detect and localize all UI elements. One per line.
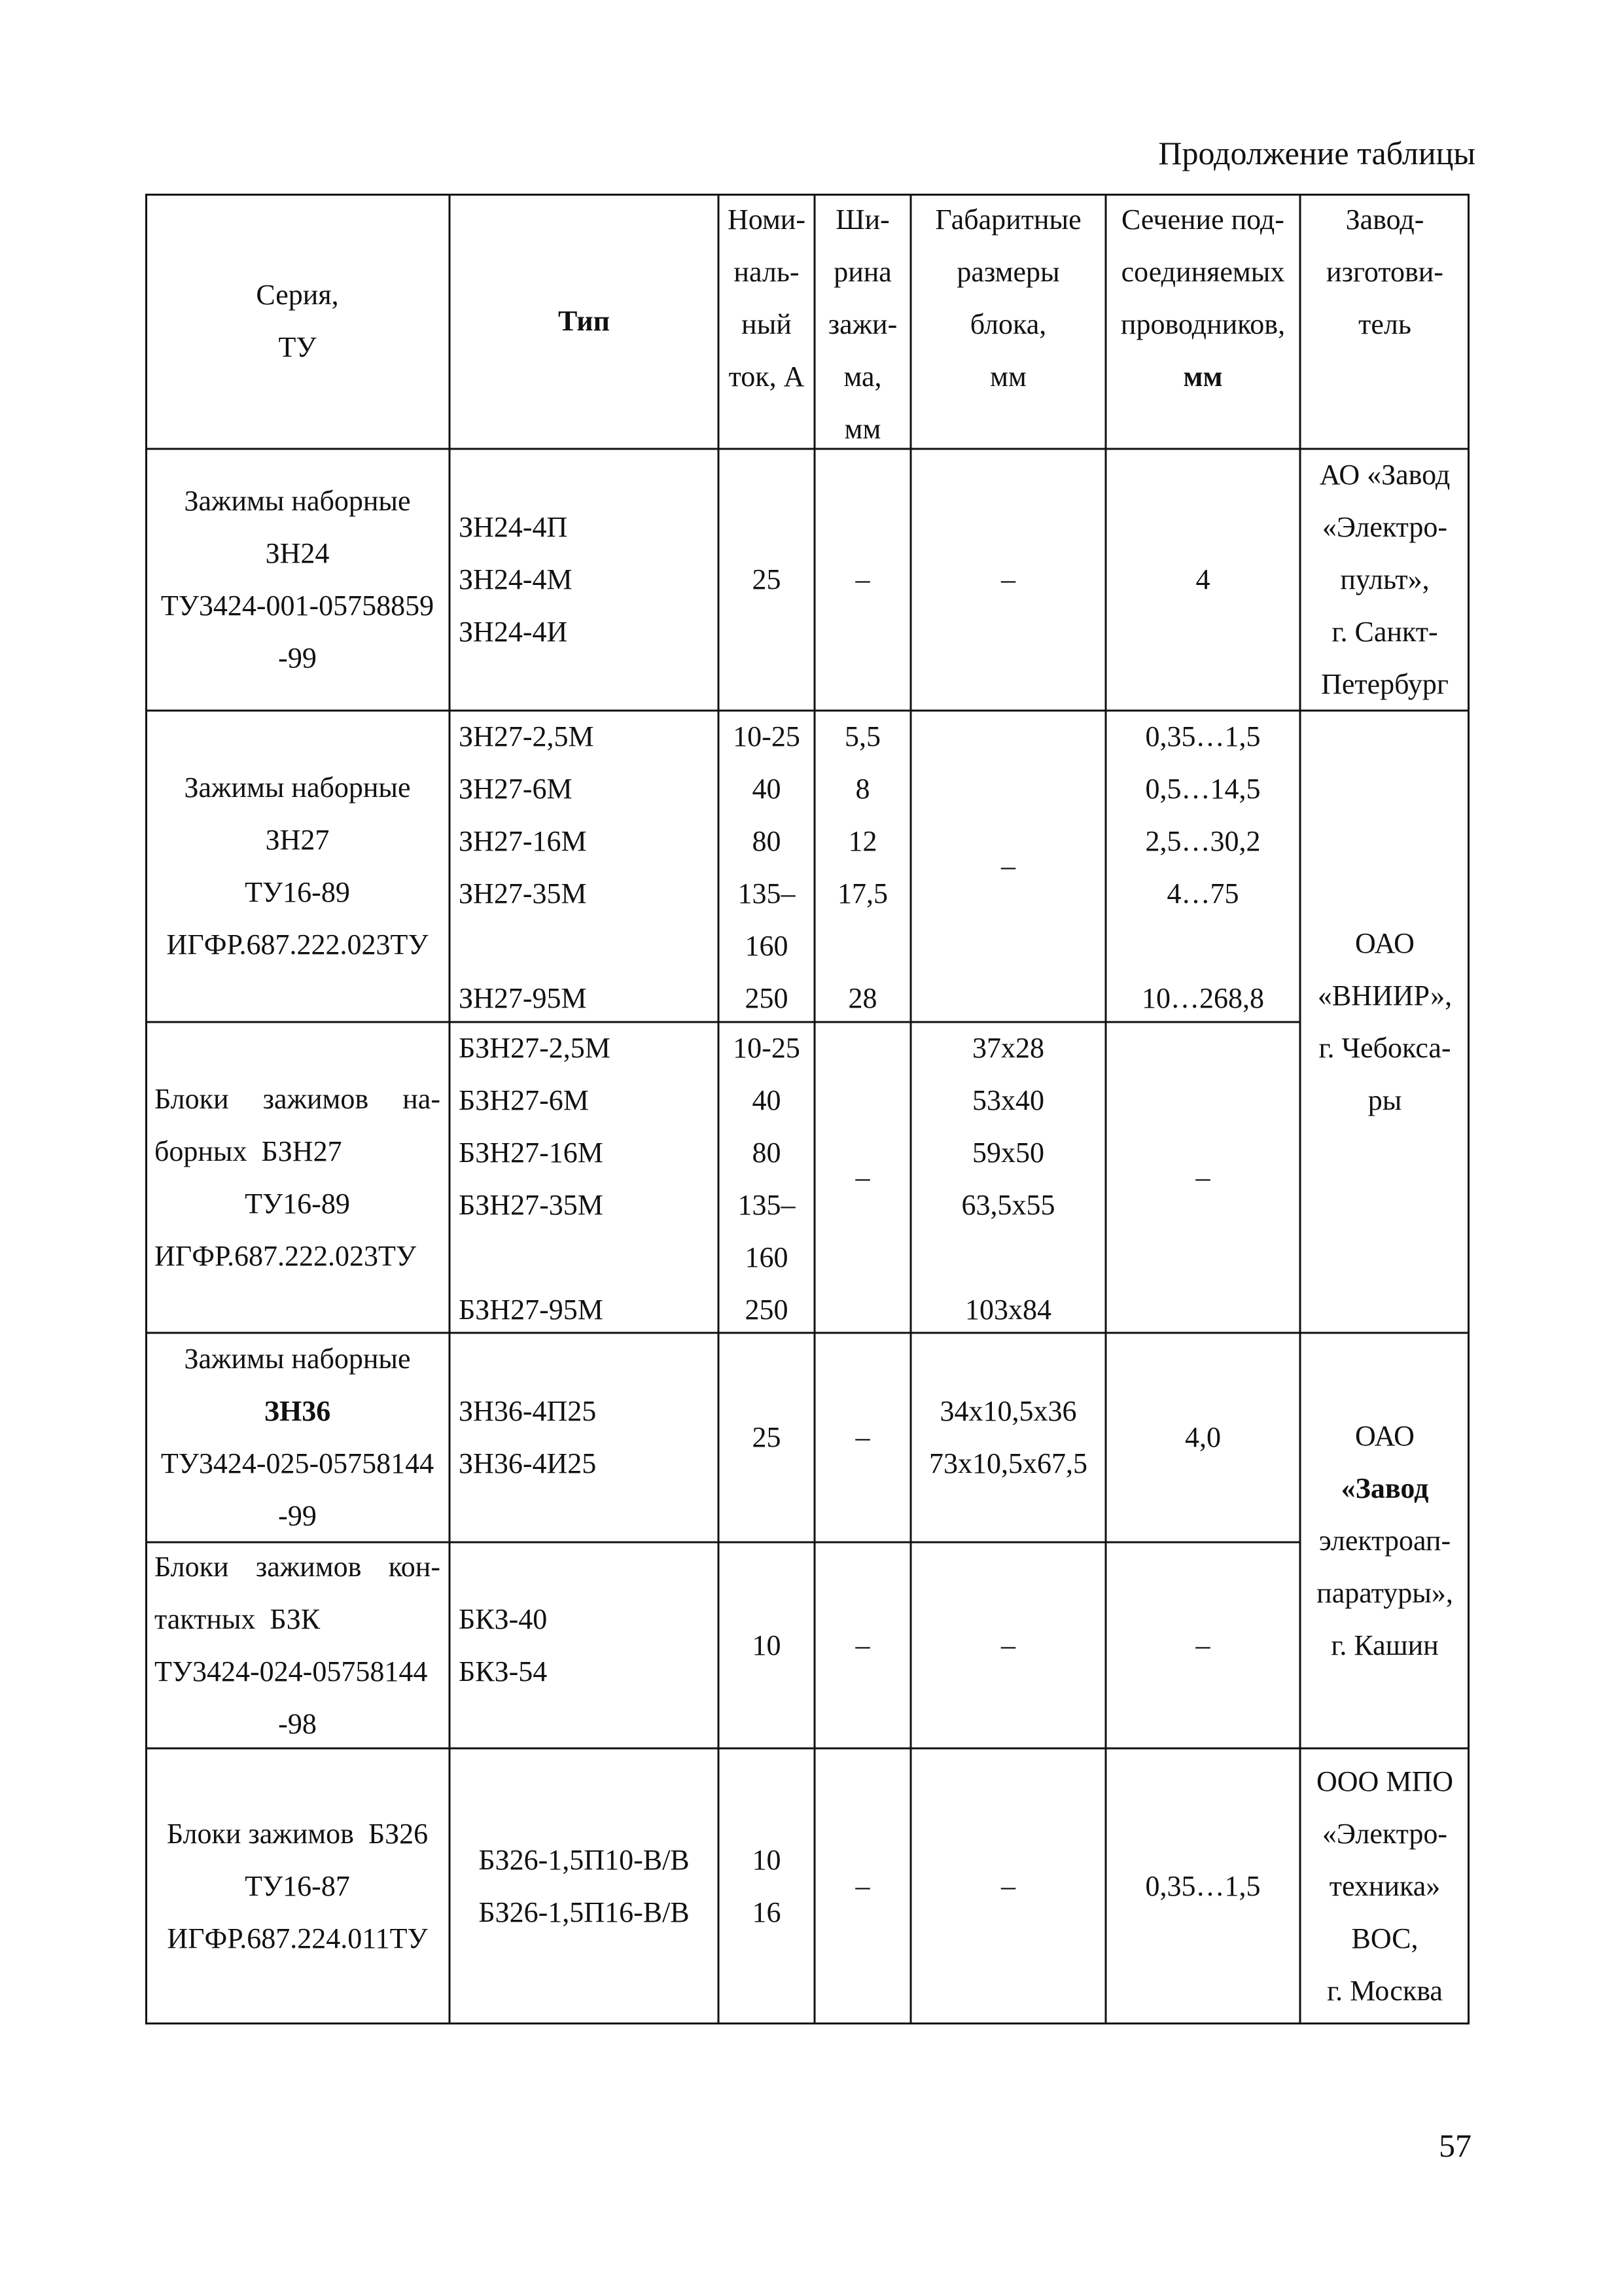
header-type: Тип (558, 305, 610, 337)
row-bzn27-section: – (1195, 1161, 1210, 1193)
row-bzn27-types: БЗН27-2,5М БЗН27-6М БЗН27-16М БЗН27-35М БЗН27-95М (459, 1032, 610, 1326)
row-bzn27-series: Блоки зажимов на- борных БЗН27 ТУ16-89 ИГФР.687.222.023ТУ (154, 1082, 440, 1272)
row-bz26-manufacturer: ООО МПО «Электро- техника» ВОС, г. Москва (1316, 1765, 1453, 2007)
row-zn24-dims: – (1001, 563, 1015, 595)
kashin-manufacturer: ОАО «Завод электроап- паратуры», г. Кашин (1316, 1419, 1453, 1661)
header-rated-current: Номи- наль- ный ток, А (728, 203, 805, 393)
header-series: Серия, ТУ (256, 279, 339, 363)
row-zn24-section: 4 (1195, 563, 1210, 595)
row-bz26-dims: – (1001, 1870, 1015, 1902)
row-bzk-types: БКЗ-40 БКЗ-54 (459, 1602, 548, 1687)
row-bz26-series: Блоки зажимов БЗ26 ТУ16-87 ИГФР.687.224.011ТУ (166, 1818, 429, 1954)
row-zn27-width: 5,5 8 12 17,5 28 (837, 720, 888, 1014)
row-zn24-width: – (855, 563, 870, 595)
row-bzk-section: – (1195, 1629, 1210, 1661)
row-bz26-section: 0,35…1,5 (1145, 1870, 1261, 1902)
row-zn24-types: ЗН24-4П ЗН24-4М ЗН24-4И (459, 511, 573, 648)
row-bzn27-width: – (855, 1161, 870, 1193)
row-zn27-series: Зажимы наборные ЗН27 ТУ16-89 ИГФР.687.222.023ТУ (166, 771, 429, 961)
row-zn27-current: 10-25 40 80 135– 160 250 (733, 720, 800, 1014)
header-terminal-width: Ши- рина зажи- ма, мм (828, 203, 898, 445)
row-bz26-types: БЗ26-1,5П10-В/В БЗ26-1,5П16-В/В (478, 1844, 690, 1928)
row-zn36-current: 25 (752, 1421, 781, 1453)
row-zn24-current: 25 (752, 563, 781, 595)
row-zn27-types: ЗН27-2,5М ЗН27-6М ЗН27-16М ЗН27-35М ЗН27-95М (459, 720, 594, 1014)
row-zn27-dims: – (1001, 850, 1015, 882)
page-number: 57 (1439, 2127, 1472, 2164)
row-bzn27-dims: 37x28 53x40 59x50 63,5x55 103x84 (961, 1032, 1055, 1326)
table-continuation-caption: Продолжение таблицы (1158, 135, 1475, 171)
vniir-manufacturer: ОАО «ВНИИР», г. Чебокса- ры (1317, 927, 1453, 1116)
row-zn36-series: Зажимы наборные ЗН36 ТУ3424-025-05758144 -99 (160, 1343, 434, 1532)
row-zn27-section: 0,35…1,5 0,5…14,5 2,5…30,2 4…75 10…268,8 (1142, 720, 1264, 1014)
row-zn24-series: Зажимы наборные ЗН24 ТУ3424-001-05758859 -99 (160, 485, 434, 674)
row-bzk-current: 10 (752, 1629, 781, 1661)
row-bzk-width: – (855, 1629, 870, 1661)
row-bz26-current: 10 16 (752, 1844, 781, 1928)
row-zn36-width: – (855, 1421, 870, 1453)
header-conductor-section: Сечение под- соединяемых проводников, мм (1120, 203, 1286, 393)
row-zn36-types: ЗН36-4П25 ЗН36-4И25 (459, 1395, 597, 1479)
row-bzk-series: Блоки зажимов кон- тактных БЗК ТУ3424-024-05758144 -98 (154, 1550, 440, 1740)
row-zn36-dims: 34x10,5x36 73x10,5x67,5 (929, 1395, 1087, 1479)
header-manufacturer: Завод- изготови- тель (1326, 203, 1443, 340)
terminal-blocks-table (145, 194, 1470, 2024)
row-bzn27-current: 10-25 40 80 135– 160 250 (733, 1032, 800, 1326)
row-zn36-section: 4,0 (1185, 1421, 1221, 1453)
row-bzk-dims: – (1001, 1629, 1015, 1661)
header-block-dimensions: Габаритные размеры блока, мм (935, 203, 1082, 393)
row-zn24-manufacturer: АО «Завод «Электро- пульт», г. Санкт- Петербург (1319, 459, 1451, 700)
row-bz26-width: – (855, 1870, 870, 1902)
